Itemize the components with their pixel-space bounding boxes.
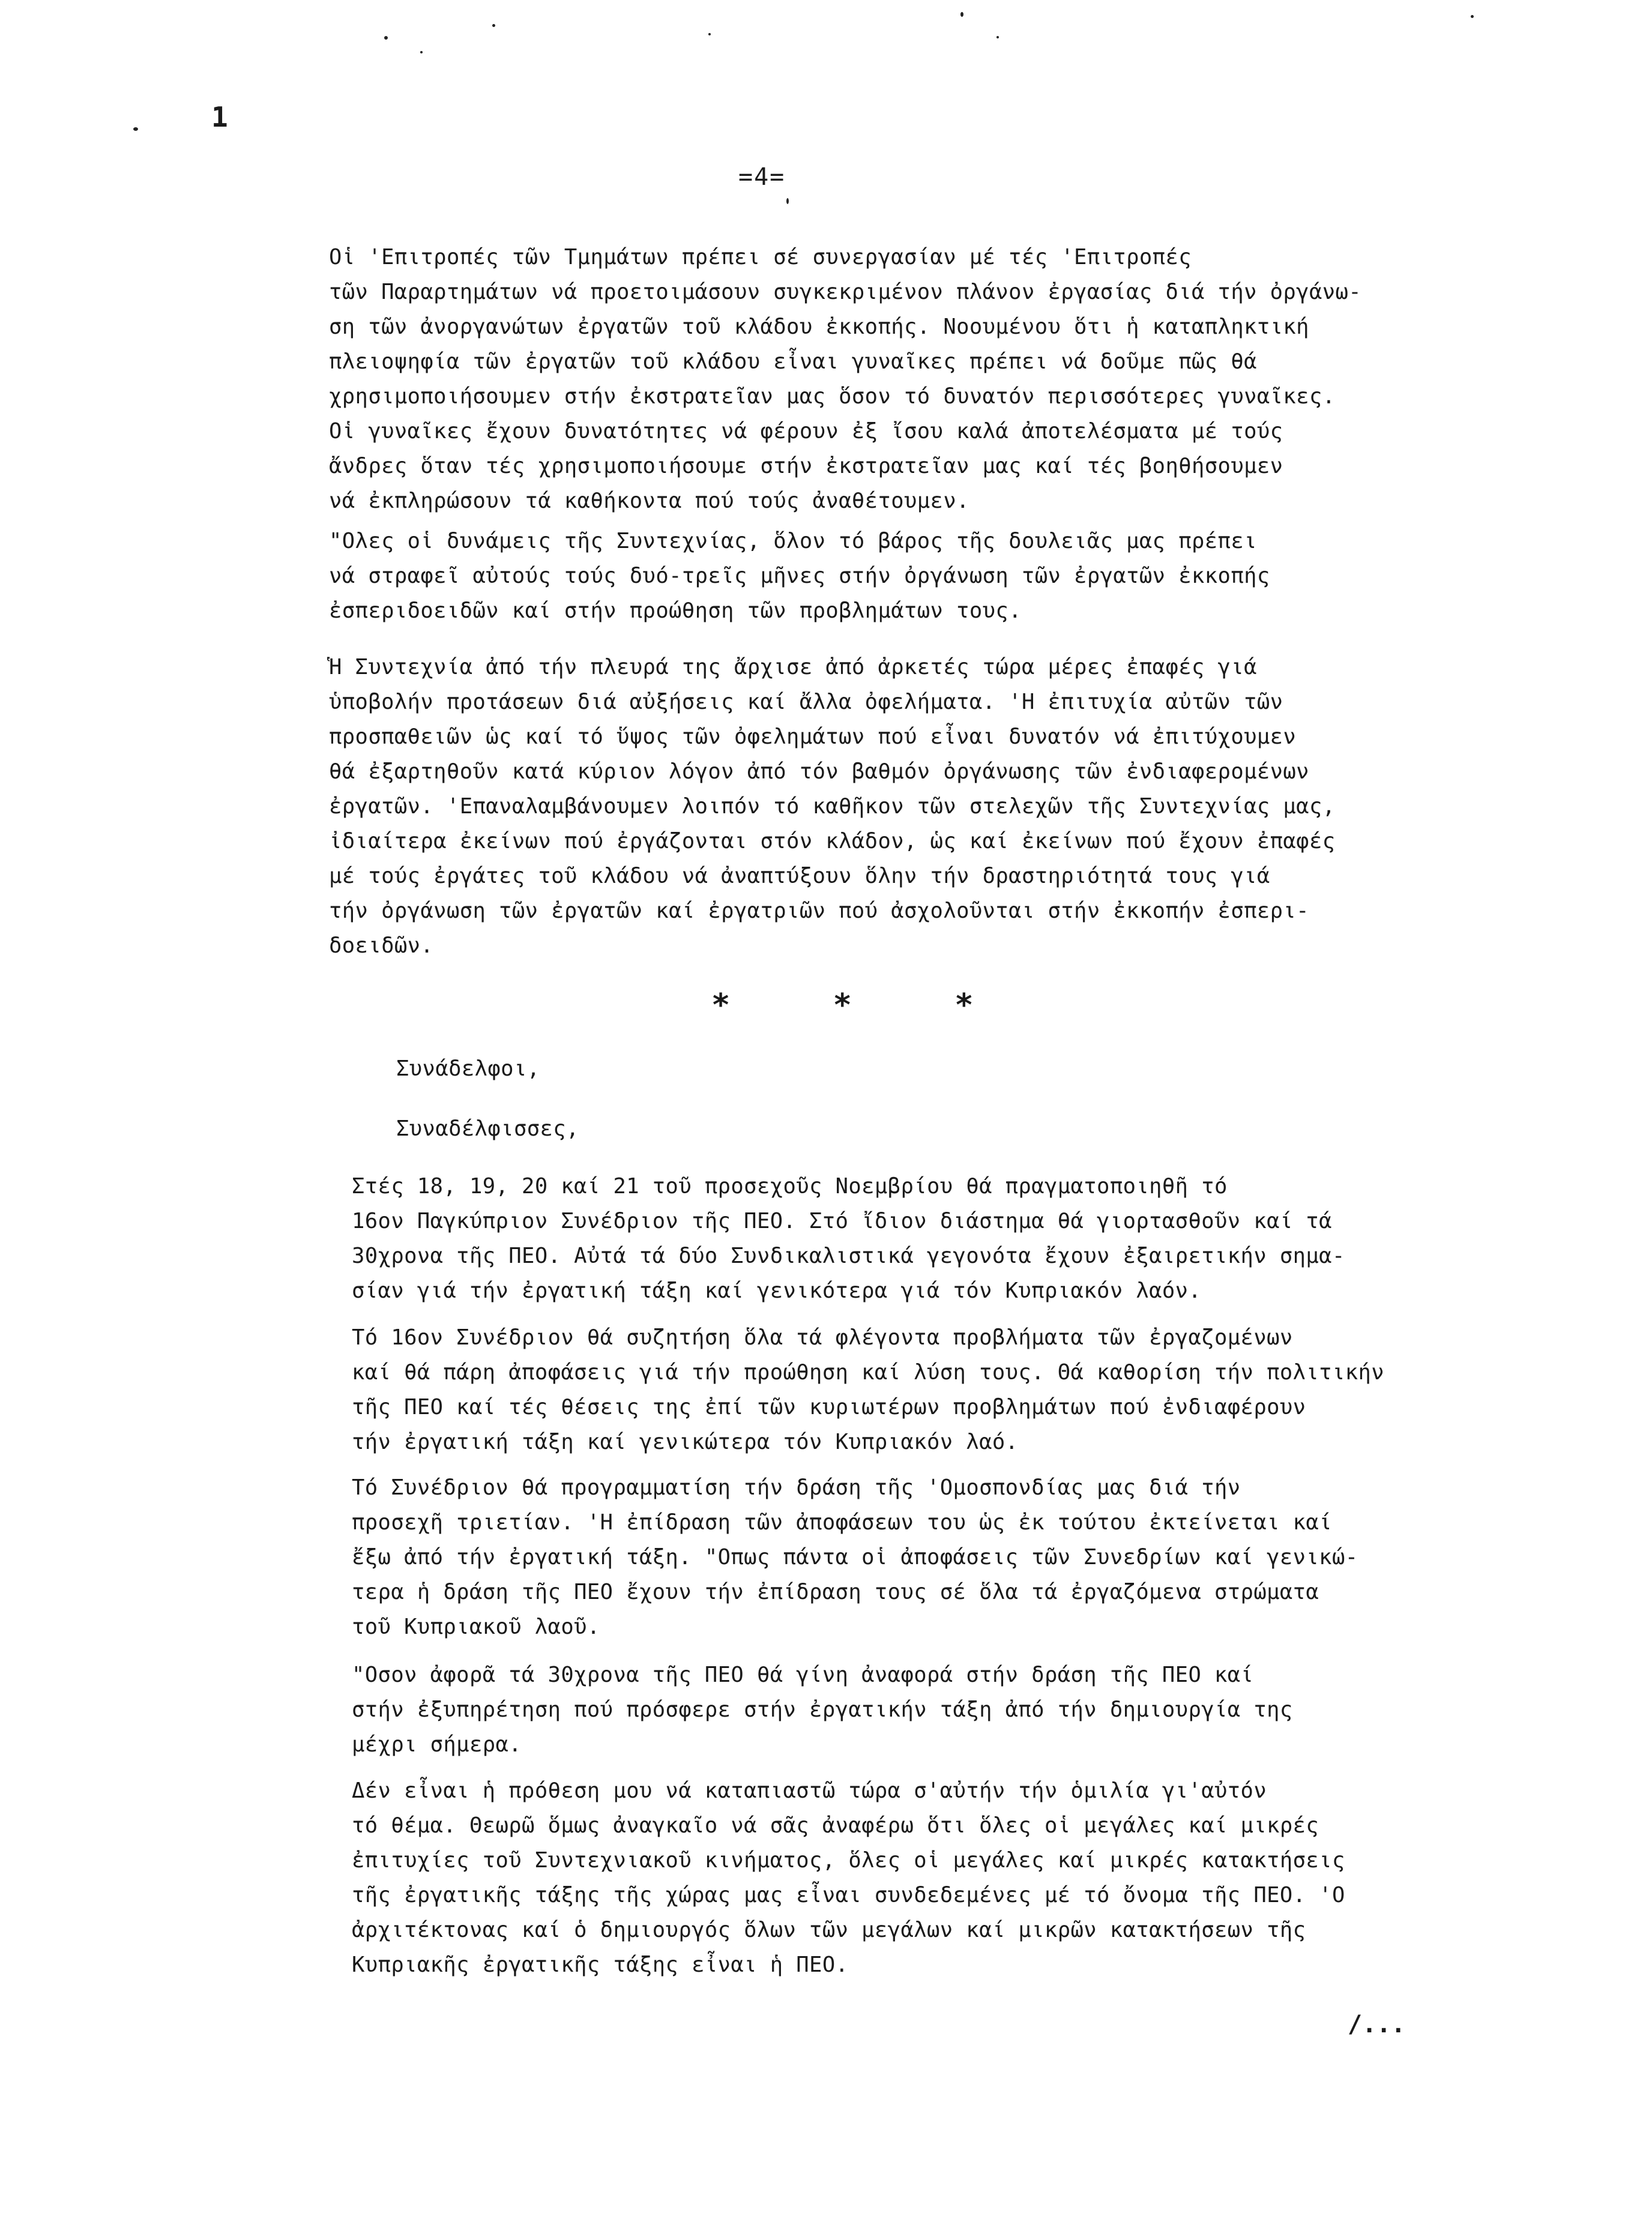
section-separator: * * * (711, 987, 1016, 1023)
scan-speck (420, 51, 423, 53)
scan-speck (708, 33, 711, 35)
scan-speck (133, 127, 138, 131)
paragraph-peo-achievements: Δέν εἶναι ἡ πρόθεση μου νά καταπιαστῶ τώρα σ'αὐτήν τήν ὁμιλία γι'αὐτόν τό θέμα. Θεωρῶ ὅμως ἀναγκαῖο νά σᾶς ἀναφέρω ὅτι ὅλες οἱ μεγάλες καί μικρές ἐπιτυχίες τοῦ Συντεχνιακοῦ κινήματος, ὅλες οἱ μεγάλες καί μικρές κατακτήσεις τῆς ἐργατικῆς τάξης τῆς χώρας μας εἶναι συνδεδεμένες μέ τό ὄνομα τῆς ΠΕΟ. 'Ο ἀρχιτέκτονας καί ὁ δημιουργός ὅλων τῶν μεγάλων καί μικρῶν κατακτήσεων τῆς Κυπριακῆς ἐργατικῆς τάξης εἶναι ἡ ΠΕΟ. (352, 1778, 1345, 1977)
paragraph-union-forces: "Ολες οἱ δυνάμεις τῆς Συντεχνίας, ὅλον τό βάρος τῆς δουλειᾶς μας πρέπει νά στραφεῖ αὐτούς τούς δυό-τρεῖς μῆνες στήν ὀργάνωση τῶν ἐργατῶν ἐκκοπής ἐσπεριδοειδῶν καί στήν προώθηση τῶν προβλημάτων τους. (329, 529, 1270, 623)
margin-mark: 1 (211, 101, 228, 133)
paragraph-congress-program: Τό Συνέδριον θά προγραμματίση τήν δράση τῆς 'Ομοσπονδίας μας διά τήν προσεχῆ τριετίαν. 'Η ἐπίδραση τῶν ἀποφάσεων του ὡς ἐκ τούτου ἐκτείνεται καί ἔξω ἀπό τήν ἐργατική τάξη. "Οπως πάντα οἱ ἀποφάσεις τῶν Συνεδρίων καί γενικώ- τερα ἡ δράση τῆς ΠΕΟ ἔχουν τήν ἐπίδραση τους σέ ὅλα τά ἐργαζόμενα στρώματα τοῦ Κυπριακοῦ λαοῦ. (352, 1475, 1358, 1639)
scan-speck (960, 12, 963, 17)
page-number: =4= (738, 163, 786, 191)
scan-speck (384, 36, 388, 40)
paragraph-congress-agenda: Τό 16ον Συνέδριον θά συζητήση ὅλα τά φλέγοντα προβλήματα τῶν ἐργαζομένων καί θά πάρη ἀποφάσεις γιά τήν προώθηση καί λύση τους. Θά καθορίση τήν πολιτικήν τῆς ΠΕΟ καί τές θέσεις της ἐπί τῶν κυριωτέρων προβλημάτων πού ἐνδιαφέρουν τήν ἐργατική τάξη καί γενικώτερα τόν Κυπριακόν λαό. (352, 1325, 1385, 1454)
paragraph-committees: Οἱ 'Επιτροπές τῶν Τμημάτων πρέπει σέ συνεργασίαν μέ τές 'Επιτροπές τῶν Παραρτημάτων νά προετοιμάσουν συγκεκριμένον πλάνον ἐργασίας διά τήν ὀργάνω- ση τῶν ἀνοργανώτων ἐργατῶν τοῦ κλάδου ἐκκοπής. Νοουμένου ὅτι ἡ καταπληκτική πλειοψηφία τῶν ἐργατῶν τοῦ κλάδου εἶναι γυναῖκες πρέπει νά δοῦμε πῶς θά χρησιμοποιήσουμεν στήν ἐκστρατεῖαν μας ὅσον τό δυνατόν περισσότερες γυναῖκες. Οἱ γυναῖκες ἔχουν δυνατότητες νά φέρουν ἐξ ἴσου καλά ἀποτελέσματα μέ τούς ἄνδρες ὅταν τές χρησιμοποιήσουμε στήν ἐκστρατεῖαν μας καί τές βοηθήσουμεν νά ἐκπληρώσουν τά καθήκοντα πού τούς ἀναθέτουμεν. (329, 245, 1362, 513)
scan-speck (492, 24, 495, 27)
scan-speck (996, 36, 999, 38)
scan-speck (1471, 15, 1474, 18)
paragraph-union-proposals: Ἡ Συντεχνία ἀπό τήν πλευρά της ἄρχισε ἀπό ἀρκετές τώρα μέρες ἐπαφές γιά ὑποβολήν προτάσεων διά αὐξήσεις καί ἄλλα ὀφελήματα. 'Η ἐπιτυχία αὐτῶν τῶν προσπαθειῶν ὡς καί τό ὕψος τῶν ὀφελημάτων πού εἶναι δυνατόν νά ἐπιτύχουμεν θά ἐξαρτηθοῦν κατά κύριον λόγον ἀπό τόν βαθμόν ὀργάνωσης τῶν ἐνδιαφερομένων ἐργατῶν. 'Επαναλαμβάνουμεν λοιπόν τό καθῆκον τῶν στελεχῶν τῆς Συντεχνίας μας, ἰδιαίτερα ἐκείνων πού ἐργάζονται στόν κλάδον, ὡς καί ἐκείνων πού ἔχουν ἐπαφές μέ τούς ἐργάτες τοῦ κλάδου νά ἀναπτύξουν ὅλην τήν δραστηριότητά τους γιά τήν ὀργάνωση τῶν ἐργατῶν καί ἐργατριῶν πού ἀσχολοῦνται στήν ἐκκοπήν ἐσπερι- δοειδῶν. (329, 655, 1336, 958)
paragraph-30-years: "Οσον ἀφορᾶ τά 30χρονα τῆς ΠΕΟ θά γίνη ἀναφορά στήν δράση τῆς ΠΕΟ καί στήν ἐξυπηρέτηση πού πρόσφερε στήν ἐργατικήν τάξη ἀπό τήν δημιουργία της μέχρι σήμερα. (352, 1663, 1293, 1757)
paragraph-congress-dates: Στές 18, 19, 20 καί 21 τοῦ προσεχοῦς Νοεμβρίου θά πραγματοποιηθῆ τό 16ον Παγκύπριον Συνέδριον τῆς ΠΕΟ. Στό ἴδιον διάστημα θά γιορτασθοῦν καί τά 30χρονα τῆς ΠΕΟ. Αὐτά τά δύο Συνδικαλιστικά γεγονότα ἔχουν ἐξαιρετικήν σημα- σίαν γιά τήν ἐργατική τάξη καί γενικότερα γιά τόν Κυπριακόν λαόν. (352, 1174, 1345, 1303)
scan-speck (786, 198, 789, 204)
salutation-female-colleagues: Συναδέλφισσες, (396, 1116, 579, 1141)
continuation-mark: /... (1348, 2011, 1406, 2038)
salutation-colleagues: Συνάδελφοι, (396, 1056, 540, 1081)
